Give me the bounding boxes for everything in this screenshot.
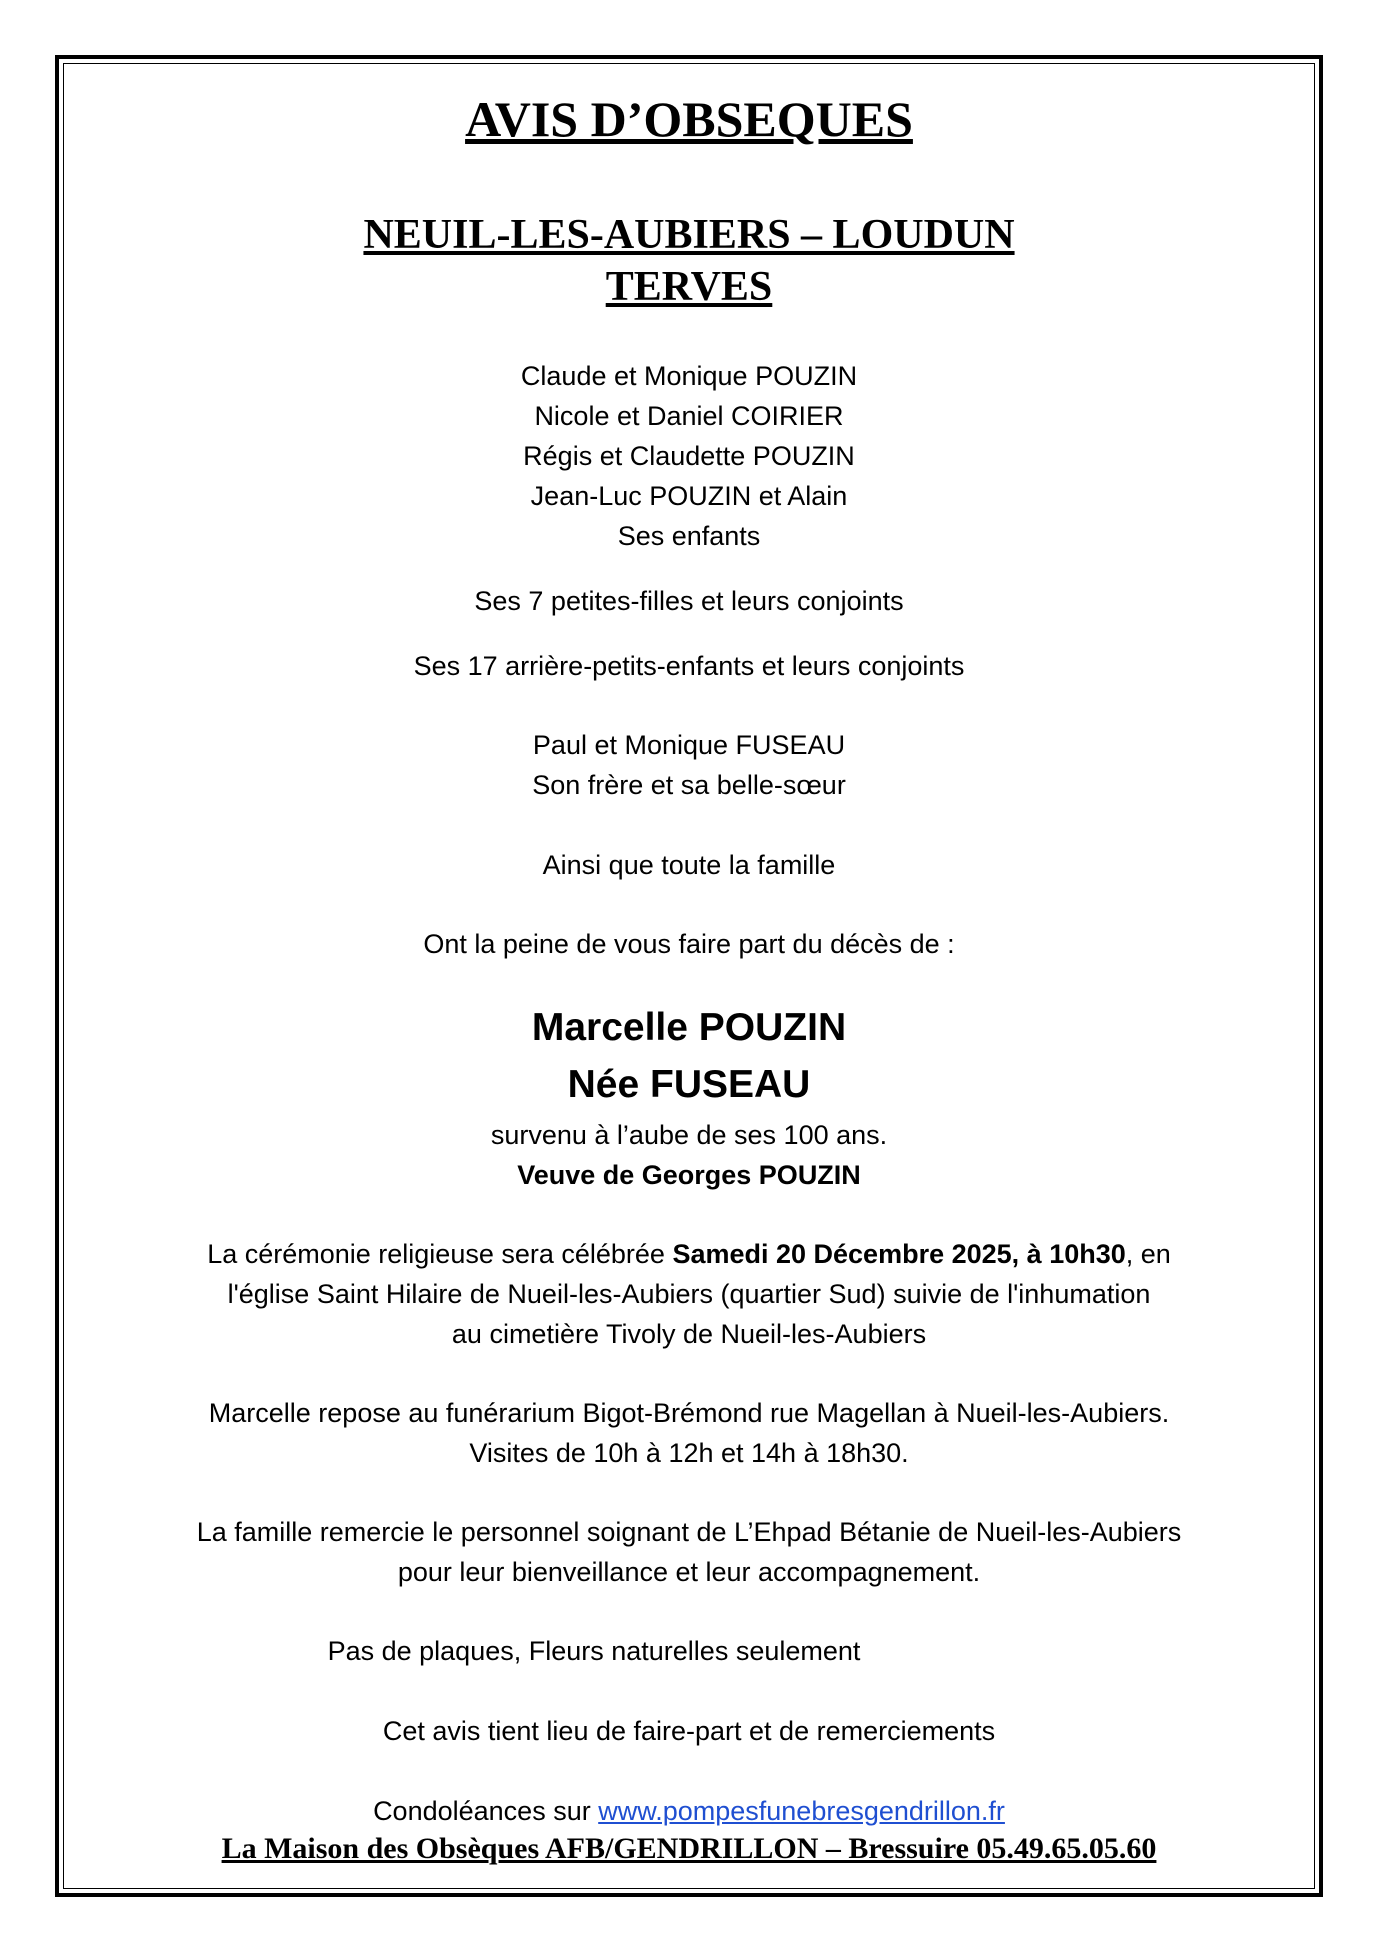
children-line-2: Nicole et Daniel COIRIER xyxy=(534,401,844,431)
ceremony-line-1 xyxy=(63,1234,1315,1274)
ceremony-suffix: , en xyxy=(1125,1239,1171,1269)
children-line-4: Jean-Luc POUZIN et Alain xyxy=(530,481,848,511)
siblings-line-1: Paul et Monique FUSEAU xyxy=(532,730,846,760)
thanks-line-2: pour leur bienveillance et leur accompagnement. xyxy=(397,1557,981,1587)
location-line-2: TERVES xyxy=(605,264,773,310)
announcement-line: Ont la peine de vous faire part du décès de : xyxy=(423,929,955,959)
family-line: Ainsi que toute la famille xyxy=(542,850,836,880)
rest-line-1: Marcelle repose au funérarium Bigot-Brémond rue Magellan à Nueil-les-Aubiers. xyxy=(208,1398,1170,1428)
children-label: Ses enfants xyxy=(617,521,761,551)
ceremony-prefix: La cérémonie religieuse sera célébrée xyxy=(207,1239,673,1269)
ceremony-date: Samedi 20 Décembre 2025, à 10h30 xyxy=(672,1239,1126,1269)
flowers-line: Pas de plaques, Fleurs naturelles seulement xyxy=(327,1636,861,1666)
age-line: survenu à l’aube de ses 100 ans. xyxy=(490,1120,888,1150)
ceremony-line-3: au cimetière Tivoly de Nueil-les-Aubiers xyxy=(451,1319,927,1349)
notice-title: AVIS D’OBSEQUES xyxy=(465,91,913,147)
great-grandchildren-line: Ses 17 arrière-petits-enfants et leurs conjoints xyxy=(413,651,965,681)
rest-line-2: Visites de 10h à 12h et 14h à 18h30. xyxy=(469,1438,909,1468)
siblings-line-2: Son frère et sa belle-sœur xyxy=(532,770,846,800)
notice-content xyxy=(63,63,1315,1889)
maiden-name: Née FUSEAU xyxy=(567,1063,811,1106)
children-line-1: Claude et Monique POUZIN xyxy=(520,361,858,391)
deceased-name: Marcelle POUZIN xyxy=(531,1006,847,1049)
children-line-3: Régis et Claudette POUZIN xyxy=(523,441,855,471)
funeral-home-footer: La Maison des Obsèques AFB/GENDRILLON – Bressuire 05.49.65.05.60 xyxy=(221,1832,1157,1865)
thanks-line-1: La famille remercie le personnel soignant de L’Ehpad Bétanie de Nueil-les-Aubiers xyxy=(196,1517,1182,1547)
grandchildren-line: Ses 7 petites-filles et leurs conjoints xyxy=(474,586,904,616)
condolences-link[interactable]: www.pompesfunebresgendrillon.fr xyxy=(598,1796,1005,1826)
condolences-line xyxy=(63,1791,1315,1831)
faire-part-line: Cet avis tient lieu de faire-part et de remerciements xyxy=(382,1716,996,1746)
location-line-1: NEUIL-LES-AUBIERS – LOUDUN xyxy=(363,212,1015,258)
widow-line: Veuve de Georges POUZIN xyxy=(517,1160,861,1190)
ceremony-line-2: l'église Saint Hilaire de Nueil-les-Aubiers (quartier Sud) suivie de l'inhumation xyxy=(227,1279,1151,1309)
condolences-prefix: Condoléances sur xyxy=(373,1796,599,1826)
